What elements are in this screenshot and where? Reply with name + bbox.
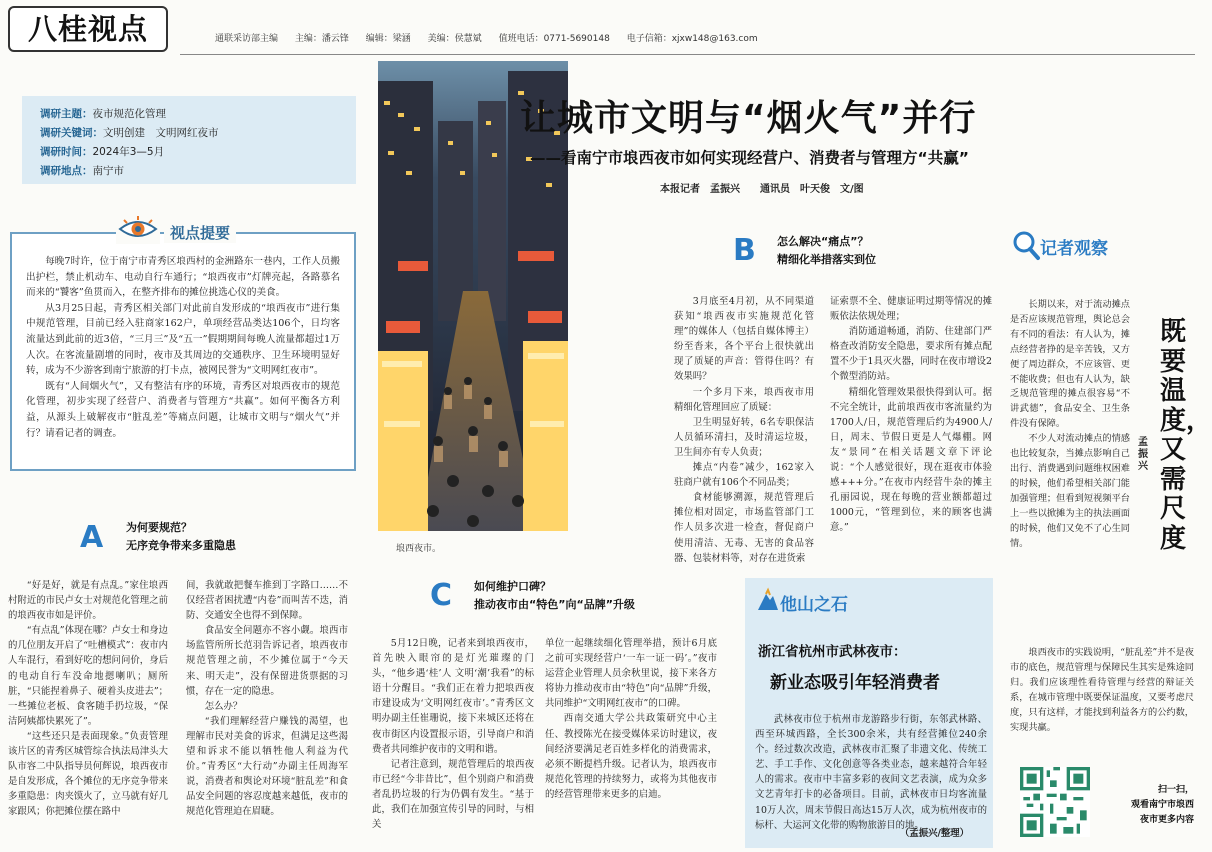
case-study-label: 他山之石 xyxy=(780,595,848,615)
eye-icon xyxy=(116,214,160,244)
research-value: 文明创建 文明网红夜市 xyxy=(103,127,219,139)
summary-box xyxy=(10,232,356,471)
section-c-column-1 xyxy=(372,636,534,850)
body-paragraph: 间，我就敢把餐车推到丁字路口……不仅经营者困扰遭“内卷”而叫苦不迭，消防、交通安全也得不到保障。 xyxy=(186,580,348,622)
meta-phone: 值班电话：0771-5690148 xyxy=(498,34,610,44)
editorial-meta xyxy=(215,31,772,44)
body-paragraph: “有点乱”体现在哪？卢女士和身边的几位朋友开启了“吐槽模式”：夜市内人车混行，看到好吃的想问问价，身后的电动自行车没命地摁喇叭；厕所脏，“只能捏着鼻子、硬着头皮进去”；一些摊位老板、食客随手扔垃圾，“保洁阿姨都快累死了”。 xyxy=(8,625,168,727)
section-masthead: 八桂视点 xyxy=(8,6,168,52)
qr-code-icon[interactable] xyxy=(1020,767,1090,837)
section-a-answer: 无序竞争带来多重隐患 xyxy=(126,539,236,552)
body-paragraph: 卫生明显好转，6名专职保洁人员循环清扫，及时清运垃圾，卫生间亦有专人负责； xyxy=(674,416,814,458)
section-b-question: 怎么解决“痛点”？ xyxy=(777,235,869,248)
research-key: 调研关键词： xyxy=(40,127,103,139)
section-b-column-1 xyxy=(674,294,814,564)
research-topic xyxy=(40,106,166,121)
body-paragraph: 食品安全问题亦不容小觑。埌西市场监管所所长范羽告诉记者，埌西夜市规范管理之前，不少摊位属于“今天来、明天走”，没有保留进货票据的习惯，存在一定的隐患。 xyxy=(186,625,348,697)
summary-paragraph: 每晚7时许，位于南宁市青秀区埌西村的金洲路东一巷内，工作人员搬出护栏，禁止机动车、电动自行车通行；“埌西夜市”灯牌亮起，各路慕名而来的“饕客”鱼贯而入，在整齐排布的摊位挑选心仪的美食。 xyxy=(26,256,340,299)
body-paragraph: 3月底至4月初，从不同渠道获知“埌西夜市实施规范化管理”的媒体人（包括自媒体博主）纷至沓来，各个平台上很快就出现了质疑的声音：管得住吗？有效果吗？ xyxy=(674,296,814,383)
body-paragraph: 食材能够溯源，规范管理后摊位相对固定，市场监管部门工作人员多次进一检查，督促商户使用清洁、无毒、无害的食品容器、包装材料等，对存在进货索 xyxy=(674,492,814,564)
observation-title: 既要温度，又需尺度 xyxy=(1160,317,1212,554)
qr-caption-line: 扫一扫， xyxy=(1157,785,1194,795)
research-time xyxy=(40,144,164,159)
body-paragraph: 长期以来，对于流动摊点是否应该规范管理，舆论总会有不同的看法：有人认为，摊点经营者挣的是辛苦钱，又方便了周边群众，不应该管、更不能收费；但也有人认为，缺乏规范管理的摊点很容易“不讲武德”，食品安全、卫生条件没有保障。 xyxy=(1010,299,1130,430)
body-paragraph: 西南交通大学公共政策研究中心主任、教授陈光在接受媒体采访时建议，夜间经济要满足老百姓多样化的消费需求，必须不断提档升级。记者认为，埌西夜市规范化管理的持续努力，或将为其他夜市的经营管理带来更多的启迪。 xyxy=(545,713,717,800)
meta-designer: 美编：侯慧斌 xyxy=(427,34,482,44)
body-paragraph: “我们理解经营户赚钱的渴望，也理解市民对美食的诉求，但满足这些渴望和诉求不能以牺牲他人利益为代价。”青秀区“大行动”办副主任周海军说，消费者和舆论对环境“脏乱差”和食品安全问题的容忍度越来越低，夜市的规范化管理迫在眉睫。 xyxy=(186,715,348,818)
observation-label: 记者观察 xyxy=(1040,239,1108,259)
qr-caption-line: 观看南宁市埌西 xyxy=(1130,800,1194,810)
article-byline: 本报记者 孟振兴 通讯员 叶天俊 文/图 xyxy=(660,184,864,195)
summary-label: 视点提要 xyxy=(164,222,236,243)
section-a-question: 为何要规范？ xyxy=(126,521,192,534)
body-paragraph: 精细化管理效果很快得到认可。据不完全统计，此前埌西夜市客流量约为1700人/日，规范管理后约为4900人/日，周末、节假日更是人气爆棚。网友“景同”在相关话题文章下评论说：“个人感觉很好，现在逛夜市体验感+++分。”在夜市内经营牛杂的摊主孔丽园说，现在每晚的营业额都超过1000元，“管理到位，来的顾客也满意。” xyxy=(830,386,992,534)
body-paragraph: 怎么办？ xyxy=(204,700,243,712)
section-c-column-2 xyxy=(545,636,717,850)
section-b-answer: 精细化举措落实到位 xyxy=(777,253,876,266)
case-study-subtitle: 新业态吸引年轻消费者 xyxy=(770,673,940,693)
section-c-letter: C xyxy=(430,578,453,613)
section-b-column-2 xyxy=(830,294,992,556)
mountain-icon xyxy=(757,586,779,612)
research-key: 调研主题： xyxy=(40,108,93,120)
body-paragraph: 不少人对流动摊点的情感也比较复杂，当摊点影响自己出行、消费遇到问题维权困难的时候，他们希望相关部门能加强管理；但看到短视频平台上一些以掀摊为主的执法画面的时候，他们又免不了心生同情。 xyxy=(1010,433,1130,549)
qr-caption xyxy=(1098,783,1194,828)
observation-column xyxy=(1010,298,1130,644)
observation-conclusion xyxy=(1010,646,1194,746)
magnifier-icon xyxy=(1012,230,1040,260)
research-value: 夜市规范化管理 xyxy=(92,108,166,120)
body-paragraph: 5月12日晚，记者来到埌西夜市，首先映入眼帘的是灯光璀璨的门头，“他乡遇‘桂’人 文明‘潮’我看”的标语十分醒目。“我们正在着力把埌西夜市建设成为‘文明网红夜市’。”青秀区文明办副主任崔珊说，接下来城区还将在夜市街区内设置报示语，引导商户和消费者共同维护夜市的文明和谐。 xyxy=(372,638,534,755)
body-paragraph: 摊点“内卷”减少，162家入驻商户就有106个不同品类； xyxy=(674,462,814,489)
research-key: 调研时间： xyxy=(40,146,93,158)
section-a-column-2 xyxy=(186,578,348,850)
case-study-title: 浙江省杭州市武林夜市： xyxy=(758,644,907,660)
section-c-question: 如何维护口碑？ xyxy=(474,580,551,593)
body-paragraph: 单位一起继续细化管理举措，预计6月底之前可实现经营户‘一车一证一码’。”夜市运营企业管理人员余秋里说，接下来各方将协力推动夜市由“特色”向“品牌”升级，共同维护“文明网红夜市”的口碑。 xyxy=(545,638,717,710)
observation-author: 孟振兴 xyxy=(1138,437,1148,472)
research-key: 调研地点： xyxy=(40,165,93,177)
research-place xyxy=(40,163,124,178)
article-subhead: ——看南宁市埌西夜市如何实现经营户、消费者与管理方“共赢” xyxy=(530,149,969,167)
summary-paragraph: 既有“人间烟火气”，又有整洁有序的环境，青秀区对埌西夜市的规范化管理，初步实现了经营户、消费者与管理方“共赢”。如何平衡各方利益，从源头上破解夜市“脏乱差”等痛点问题，让城市文明与“烟火气”并行？请看记者的调查。 xyxy=(26,380,340,439)
header-rule xyxy=(180,54,1195,55)
body-paragraph: 埌西夜市的实践说明，“脏乱差”并不是夜市的底色，规范管理与保障民生其实是殊途同归。我们应该理性看待管理与经营的辩证关系，在城市管理中既要保证温度，又要考虑尺度，只有这样，才能找到利益各方的公约数，实现共赢。 xyxy=(1010,647,1194,733)
body-paragraph: “这些还只是表面现象。”负责管理该片区的青秀区城管综合执法局津头大队市容二中队指导员何辉说，埌西夜市是自发形成，各个摊位的无序竞争带来多重隐患：肉夹馍火了，立马就有好几家跟风；你把摊位摆在路中 xyxy=(8,730,168,818)
body-paragraph: 记者注意到，规范管理后的埌西夜市已经“今非昔比”，但个别商户和消费者乱扔垃圾的行为仍偶有发生。“基于此，我们在加强宣传引导的同时，与相关 xyxy=(372,758,534,831)
section-b-letter: B xyxy=(733,233,756,268)
photo-caption: 埌西夜市。 xyxy=(396,544,442,554)
meta-dept: 通联采访部主编 xyxy=(215,34,279,44)
section-a-letter: A xyxy=(80,520,104,555)
qr-caption-line: 夜市更多内容 xyxy=(1139,815,1194,825)
section-a-column-1 xyxy=(8,578,168,850)
research-keywords xyxy=(40,125,219,140)
research-value: 南宁市 xyxy=(92,165,124,177)
section-c-answer: 推动夜市由“特色”向“品牌”升级 xyxy=(474,598,635,611)
meta-email: 电子信箱：xjxw148@163.com xyxy=(626,34,758,44)
body-paragraph: 证索票不全、健康证明过期等情况的摊贩依法依规处理； xyxy=(830,296,992,323)
research-value: 2024年3—5月 xyxy=(92,146,165,158)
case-study-credit: （孟振兴/整理） xyxy=(900,828,970,839)
body-paragraph: “好是好，就是有点乱。”家住埌西村附近的市民卢女士对规范化管理之前的埌西夜市如是评价。 xyxy=(8,580,168,622)
meta-editor: 编辑：梁涵 xyxy=(365,34,411,44)
body-paragraph: 消防通道畅通，消防、住建部门严格查改消防安全隐患，要求所有摊点配置不少于1具灭火器，同时在夜市增设2个微型消防站。 xyxy=(830,326,992,383)
body-paragraph: 一个多月下来，埌西夜市用精细化管理回应了质疑： xyxy=(674,386,814,413)
research-info-box xyxy=(22,96,356,184)
article-headline: 让城市文明与“烟火气”并行 xyxy=(520,98,977,139)
summary-paragraph: 从3月25日起，青秀区相关部门对此前自发形成的“埌西夜市”进行集中规范管理，目前已经入驻商家162户，单项经营品类达106个，日均客流量达到此前的近3倍，“三月三”及“五一”假期期间每晚人流量都超过1万人次。在客流量剧增的同时，夜市及其周边的交通秩序、卫生环境明显好转，成为不少游客到南宁旅游的打卡点，被网民誉为“文明网红夜市”。 xyxy=(26,302,340,377)
meta-chief-editor: 主编：潘云锋 xyxy=(294,34,349,44)
body-paragraph: 武林夜市位于杭州市龙游路步行街，东邻武林路、西至环城西路，全长300余米，共有经营摊位240余个。经过数次改造，武林夜市汇聚了非遗文化、传统工艺、手工手作、文化创意等各类业态，越来越符合年轻人的需求。夜市中丰富多彩的夜间文艺表演，成为众多文艺青年打卡的必备项目。目前，武林夜市日均客流量10万人次，周末节假日高达15万人次，成为杭州夜市的标杆、大运河文化带的购物旅游目的地。 xyxy=(755,714,987,831)
